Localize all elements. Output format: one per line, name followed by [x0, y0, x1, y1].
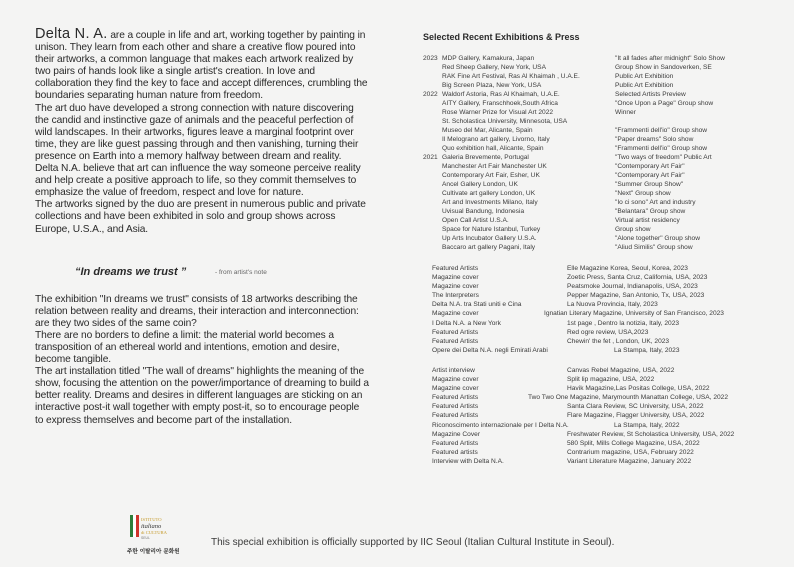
bio-paragraph-2: The art duo have developed a strong connection with nature discovering the candid and instinctive gaze of animals and the peaceful perfection of wild landscapes. In their artworks, figures leave a marginal footprint over time, they are like guest passing through and then vanishing, turning their presence on Earth into a memory halfway between dream and reality. — [35, 102, 359, 162]
support-statement: This special exhibition is officially supported by IIC Seoul (Italian Cultural Institute in Seoul). — [211, 537, 615, 548]
exhibition-type: "Frammenti dell'io" Group show — [615, 127, 708, 134]
exhibition-venue: Space for Nature Istanbul, Turkey — [442, 226, 541, 233]
press-row — [423, 264, 783, 273]
exhibition-row — [423, 126, 783, 135]
exhibition-venue: Up Arts Incubator Gallery U.S.A. — [442, 235, 537, 242]
exhibition-row — [423, 234, 783, 243]
press-label: Magazine cover — [432, 283, 479, 291]
press-source: Variant Literature Magazine, January 2022 — [567, 457, 692, 465]
exhibition-venue: Ancel Gallery London, UK — [442, 181, 518, 188]
logo-line-1: ISTITUTO — [141, 517, 162, 522]
exhibition-row — [423, 153, 783, 162]
press-source: Split lip magazine, USA, 2022 — [567, 376, 655, 384]
press-source: Zoetic Press, Santa Cruz, California, USA, 2023 — [567, 274, 708, 282]
bio-paragraph-3: Delta N.A. believe that art can influence the way someone perceive reality and help create a positive approach to life, so they commit themselves to emphasize the value of freedom, respect and love for nature. — [35, 163, 361, 199]
exhibition-type: "Io ci sono" Art and industry — [615, 199, 696, 206]
press-label: Featured Artists — [432, 328, 479, 336]
press-row — [423, 393, 783, 402]
exhibition-venue: Cultivate art gallery London, UK — [442, 190, 536, 197]
press-source: Two Two One Magazine, Marymounth Manattan College, USA, 2022 — [528, 394, 728, 402]
press-label: Featured Artists — [432, 403, 479, 411]
exhibition-venue: Waldorf Astoria, Ras Al Khaimah, U.A.E. — [442, 91, 560, 98]
press-row — [423, 319, 783, 328]
exhibition-venue: Museo del Mar, Alicante, Spain — [442, 127, 533, 134]
exhibitions-heading: Selected Recent Exhibitions & Press — [423, 32, 580, 42]
logo-line-4: SEUL — [141, 536, 150, 540]
press-label: The Interpreters — [432, 292, 479, 300]
press-source: La Stampa, Italy, 2023 — [614, 346, 680, 354]
about-paragraph-1: The exhibition "In dreams we trust" consists of 18 artworks describing the relation between reality and dreams, their interaction and interconnection: are they two sides of the same coin? — [35, 293, 359, 329]
exhibition-row — [423, 216, 783, 225]
exhibition-type: "Once Upon a Page" Group show — [615, 100, 714, 107]
exhibition-venue: Red Sheep Gallery, New York, USA — [442, 64, 546, 71]
exhibition-row — [423, 54, 783, 63]
exhibition-type: "Contemporary Art Fair" — [615, 172, 685, 179]
press-source: Flare Magazine, Flagger University, USA, 2022 — [567, 412, 705, 420]
exhibition-year: 2022 — [423, 91, 438, 98]
press-list-2023 — [423, 264, 783, 355]
exhibition-venue: MDP Gallery, Kamakura, Japan — [442, 55, 535, 62]
press-source: Elle Magazine Korea, Seoul, Korea, 2023 — [567, 265, 688, 272]
press-row — [423, 300, 783, 309]
exhibition-row — [423, 108, 783, 117]
exhibition-row — [423, 63, 783, 72]
exhibition-type: "Belantara" Group show — [615, 208, 686, 215]
about-paragraph-3: The art installation titled "The wall of dreams" highlights the meaning of the show, focusing the attention on the power/importance of dreaming to build a better reality. Dreams and desires in different languages are sticking on an interactive post-it wall together with empty post-it, so to encourage people to express themselves and become part of the installation. — [35, 366, 369, 426]
exhibition-row — [423, 180, 783, 189]
press-label: Interview with Delta N.A. — [432, 457, 504, 465]
press-label: Featured Artists — [432, 439, 479, 447]
logo-line-2: italiano — [141, 523, 162, 530]
press-source: Chewin' the fet , London, UK, 2023 — [567, 337, 670, 345]
exhibition-row — [423, 99, 783, 108]
press-row — [423, 448, 783, 457]
exhibition-venue: Quo exhibition hall, Alicante, Spain — [442, 145, 544, 152]
press-row — [423, 291, 783, 300]
press-label: Featured artists — [432, 448, 478, 456]
exhibition-year: 2021 — [423, 154, 438, 161]
exhibition-row — [423, 243, 783, 252]
exhibition-type: "Contemporary Art Fair" — [615, 163, 685, 170]
exhibition-venue: Rose Warner Prize for Visual Art 2022 — [442, 109, 554, 116]
press-row — [423, 366, 783, 375]
press-label: Riconoscimento internazionale per I Delta N.A. — [432, 421, 569, 429]
exhibition-row — [423, 171, 783, 180]
exhibition-row — [423, 90, 783, 99]
exhibition-row — [423, 225, 783, 234]
exhibition-row — [423, 144, 783, 153]
exhibition-venue: Manchester Art Fair Manchester UK — [442, 163, 547, 170]
press-source: Contrarium magazine, USA, February 2022 — [567, 448, 694, 456]
right-column — [423, 32, 783, 466]
press-row — [423, 309, 783, 318]
press-source: Canvas Rebel Magazine, USA, 2022 — [567, 366, 675, 374]
exhibition-venue: St. Scholastica University, Minnesota, USA — [442, 118, 568, 125]
exhibition-type: Virtual artist residency — [615, 217, 680, 224]
press-label: Magazine cover — [432, 385, 479, 393]
press-source: Red ogre review, USA,2023 — [567, 328, 649, 336]
quote-row — [35, 266, 370, 280]
bio-intro-text: are a couple in life and art, working together by painting in unison. They learn from each other and share a creative flow poured into their artworks, a common language that makes each artwork realized by two pairs of hands look like a single artist's creation. In love and collaboration they find the key to face and accept differences, crumbling the boundaries separating human nature from freedom. — [35, 30, 368, 102]
exhibitions-list — [423, 54, 783, 252]
press-row — [423, 421, 783, 430]
press-label: Featured Artists — [432, 412, 479, 420]
about-paragraph-2: There are no borders to define a limit: the material world becomes a transposition of an ethereal world and intentions, emotion and desire, become tangible. — [35, 329, 340, 366]
press-source: 580 Split, Mills College Magazine, USA, 2022 — [567, 439, 700, 447]
logo-korean-name: 주한 이탈리아 문화원 — [127, 549, 180, 555]
exhibition-row — [423, 198, 783, 207]
press-source: La Stampa, Italy, 2022 — [614, 421, 680, 429]
quote-note: - from artist's note — [215, 268, 267, 276]
press-label: Opere dei Delta N.A. negli Emirati Arabi — [432, 346, 548, 354]
exhibition-row — [423, 81, 783, 90]
exhibition-venue: AITY Gallery, Franschhoek,South Africa — [442, 100, 558, 107]
exhibition-type: Winner — [615, 109, 636, 116]
press-label: Featured Artists — [432, 265, 479, 272]
exhibition-year: 2023 — [423, 55, 438, 62]
exhibition-type: "Alone together" Group show — [615, 235, 700, 242]
press-row — [423, 402, 783, 411]
press-row — [423, 439, 783, 448]
press-list-2022 — [423, 366, 783, 466]
exhibition-type: Group show — [615, 226, 651, 233]
press-label: Magazine cover — [432, 310, 479, 318]
bio-paragraph-4: The artworks signed by the duo are present in numerous public and private collections and have been exhibited in solo and group shows across Europe, U.S.A., and Asia. — [35, 199, 366, 235]
exhibition-venue: Galeria Brevemente, Portugal — [442, 154, 529, 161]
exhibition-type: "Paper dreams" Solo show — [615, 136, 694, 143]
exhibition-type: "Frammenti dell'io" Group show — [615, 145, 708, 152]
press-source: Havik Magazine,Las Positas College, USA, 2022 — [567, 385, 710, 393]
press-row — [423, 457, 783, 466]
exhibition-row — [423, 117, 783, 126]
exhibition-type: "Next" Group show — [615, 190, 671, 197]
press-source: Ignatian Literary Magazine, University of San Francisco, 2023 — [544, 310, 724, 318]
press-row — [423, 273, 783, 282]
exhibition-type: "Summer Group Show" — [615, 181, 684, 188]
exhibition-row — [423, 162, 783, 171]
press-row — [423, 430, 783, 439]
press-source: 1st page , Dentro la notizia, Italy, 2023 — [567, 319, 680, 327]
exhibition-type: Selected Artists Preview — [615, 91, 686, 98]
exhibition-venue: Il Melograno art gallery, Livorno, Italy — [442, 136, 550, 143]
press-label: Magazine Cover — [432, 430, 481, 438]
exhibition-type: "Two ways of freedom" Public Art — [615, 154, 712, 161]
press-label: Featured Artists — [432, 394, 479, 402]
press-source: Santa Clara Review, SC University, USA, 2022 — [567, 403, 704, 411]
exhibition-row — [423, 72, 783, 81]
exhibition-description — [35, 294, 370, 427]
press-row — [423, 384, 783, 393]
exhibition-type: Public Art Exhibition — [615, 82, 674, 89]
exhibition-row — [423, 189, 783, 198]
exhibition-venue: RAK Fine Art Festival, Ras Al Khaimah , U.A.E. — [442, 73, 580, 80]
press-source: Freshwater Review, St Scholastica University, USA, 2022 — [567, 430, 735, 438]
exhibition-venue: Big Screen Plaza, New York, USA — [442, 82, 542, 89]
press-row — [423, 328, 783, 337]
exhibition-venue: Open Call Artist U.S.A. — [442, 217, 509, 224]
logo-line-3: di CULTURA — [141, 530, 167, 535]
exhibition-type: Group Show in Sandoverken, SE — [615, 64, 712, 71]
press-source: Peatsmoke Journal, Indianapolis, USA, 2023 — [567, 283, 698, 291]
left-column — [35, 28, 370, 427]
bio-intro-paragraph — [35, 28, 370, 103]
exhibition-type: Public Art Exhibition — [615, 73, 674, 80]
exhibition-title-quote: “In dreams we trust ” — [75, 265, 187, 278]
iic-seoul-logo — [127, 513, 187, 557]
press-row — [423, 346, 783, 355]
press-label: I Delta N.A. a New York — [432, 319, 501, 327]
exhibition-type: "It all fades after midnight" Solo Show — [615, 55, 725, 62]
press-label: Delta N.A. tra Stati uniti e Cina — [432, 301, 522, 309]
press-label: Artist interview — [432, 366, 475, 374]
artist-bio — [35, 28, 370, 236]
press-source: La Nuova Provincia, Italy, 2023 — [567, 301, 658, 309]
press-row — [423, 282, 783, 291]
iic-logo-graphic — [127, 513, 187, 557]
exhibition-venue: Contemporary Art Fair, Esher, UK — [442, 172, 540, 179]
press-source: Pepper Magazine, San Antonio, Tx, USA, 2023 — [567, 292, 705, 300]
artist-name: Delta N. A. — [35, 26, 108, 42]
press-label: Featured Artists — [432, 337, 479, 345]
exhibition-venue: Baccaro art gallery Pagani, Italy — [442, 244, 536, 251]
press-row — [423, 375, 783, 384]
exhibition-row — [423, 135, 783, 144]
exhibition-venue: Art and Investments Milano, Italy — [442, 199, 538, 206]
exhibition-type: "Aliud Similis" Group show — [615, 244, 693, 251]
press-row — [423, 337, 783, 346]
press-label: Magazine cover — [432, 376, 479, 384]
press-row — [423, 411, 783, 420]
exhibition-row — [423, 207, 783, 216]
press-label: Magazine cover — [432, 274, 479, 282]
exhibition-venue: Uvisual Bandung, Indonesia — [442, 208, 525, 215]
